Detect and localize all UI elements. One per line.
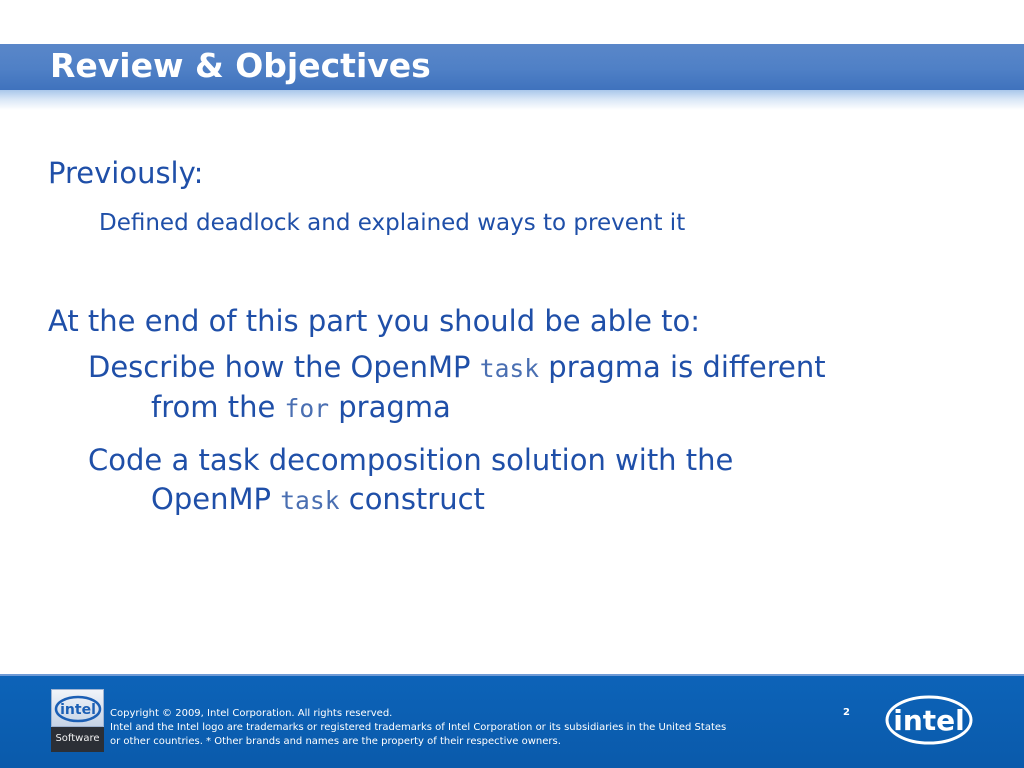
code-task-keyword: task <box>479 354 540 383</box>
objective-2-text-b: construct <box>339 482 485 516</box>
objective-1-text-b: pragma is different <box>539 350 826 384</box>
copyright-text: Copyright © 2009, Intel Corporation. All rights reserved. <box>110 708 393 719</box>
code-task-keyword-2: task <box>280 486 340 515</box>
objective-2-line-2 <box>151 482 485 516</box>
software-logo-label: Software <box>55 733 100 744</box>
intel-swoosh-icon <box>52 690 103 726</box>
intel-logo <box>882 690 977 750</box>
objective-2-text-a: OpenMP <box>151 482 281 516</box>
title-bar-fade <box>0 90 1024 110</box>
trademark-line-2: or other countries. * Other brands and names are the property of their respective owners. <box>110 736 561 747</box>
intel-logo-icon <box>882 690 977 750</box>
trademark-line-1: Intel and the Intel logo are trademarks or registered trademarks of Intel Corporation or its subsidiaries in the United States <box>110 722 727 733</box>
previously-item: Defined deadlock and explained ways to prevent it <box>99 210 686 236</box>
objective-1-line-2 <box>151 390 451 424</box>
page-number: 2 <box>843 707 850 718</box>
objective-1-text-a: Describe how the OpenMP <box>88 350 480 384</box>
objective-1-text-c: from the <box>151 390 285 424</box>
code-for-keyword: for <box>284 394 330 423</box>
objectives-heading: At the end of this part you should be able to: <box>48 304 701 338</box>
intel-software-logo <box>51 689 104 752</box>
slide-title: Review & Objectives <box>50 46 431 85</box>
objective-1-line-1 <box>88 350 826 384</box>
previously-heading: Previously: <box>48 156 204 190</box>
intel-logo-word: intel <box>893 704 965 737</box>
objective-2-line-1: Code a task decomposition solution with the <box>88 443 734 477</box>
objective-1-text-d: pragma <box>329 390 451 424</box>
software-logo-word: intel <box>60 702 96 718</box>
intel-software-logo-badge <box>51 689 104 727</box>
software-label-strip <box>51 727 104 752</box>
